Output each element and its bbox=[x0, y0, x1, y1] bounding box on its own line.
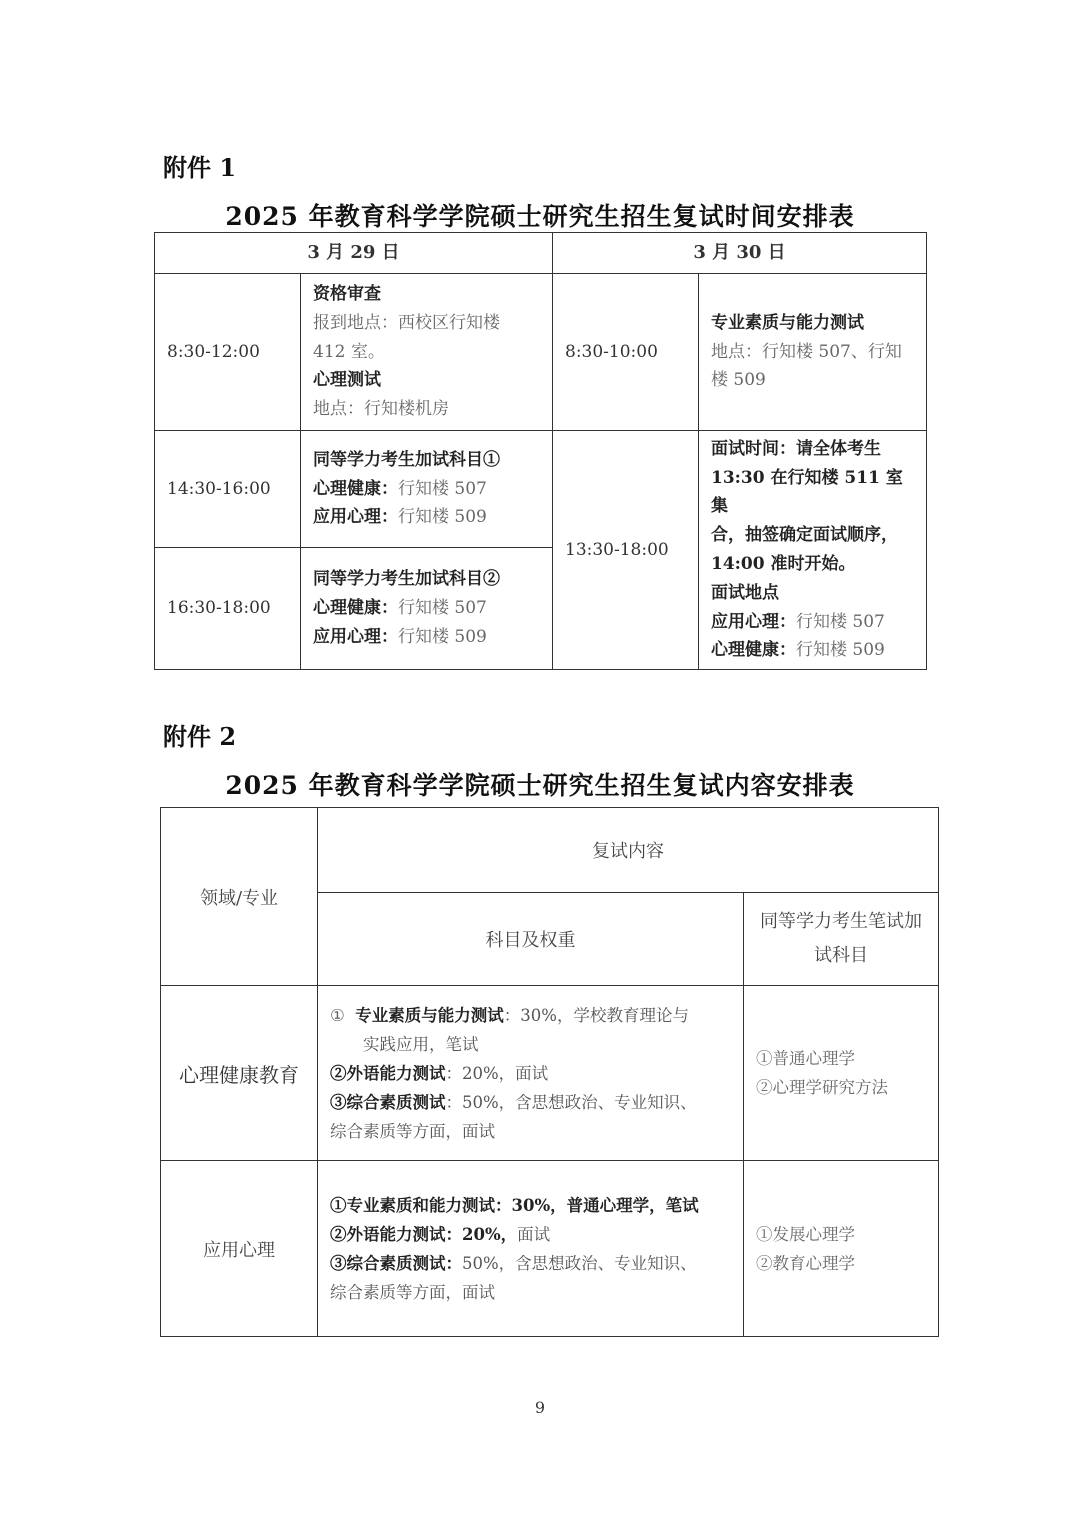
subject-label: 应用心理： bbox=[313, 626, 398, 647]
cell-line: 楼 509 bbox=[711, 370, 766, 391]
subject-line bbox=[330, 1088, 735, 1117]
subject-name: ③综合素质测试： bbox=[330, 1253, 462, 1273]
content-header: 复试内容 bbox=[318, 808, 939, 893]
field-name: 应用心理 bbox=[161, 1161, 318, 1337]
location: 行知楼 509 bbox=[398, 626, 487, 647]
cell-line: 资格审查 bbox=[313, 284, 381, 304]
subject-line bbox=[330, 1001, 735, 1030]
location: 行知楼 509 bbox=[796, 640, 885, 661]
subjects-header: 科目及权重 bbox=[318, 893, 744, 986]
subject-detail: 面试 bbox=[517, 1224, 551, 1244]
cell-line: 报到地点：西校区行知楼 bbox=[313, 312, 500, 333]
time-slot: 14:30-16:00 bbox=[155, 431, 301, 548]
subject-detail: ：30%，学校教育理论与 bbox=[503, 1005, 689, 1025]
schedule-cell bbox=[301, 431, 553, 548]
extra-subject: ①发展心理学 bbox=[756, 1224, 855, 1244]
schedule-cell bbox=[699, 274, 927, 431]
extra-subject: ②心理学研究方法 bbox=[756, 1078, 888, 1097]
cell-line: 13:30 在行知楼 511 室集 bbox=[711, 467, 903, 517]
cell-line: 合，抽签确定面试顺序， bbox=[711, 525, 898, 546]
time-slot: 13:30-18:00 bbox=[553, 431, 699, 670]
field-header: 领域/专业 bbox=[161, 808, 318, 986]
subject-label: 心理健康： bbox=[313, 598, 398, 619]
cell-line: 14:00 准时开始。 bbox=[711, 554, 856, 574]
extra-header: 同等学力考生笔试加试科目 bbox=[744, 893, 939, 986]
subject-line: 综合素质等方面，面试 bbox=[330, 1282, 495, 1302]
cell-line bbox=[313, 503, 544, 532]
subject-detail: ：20%，面试 bbox=[445, 1063, 549, 1083]
time-slot: 16:30-18:00 bbox=[155, 548, 301, 670]
field-name: 心理健康教育 bbox=[161, 986, 318, 1161]
extra-cell bbox=[744, 986, 939, 1161]
cell-line: 地点：行知楼机房 bbox=[313, 399, 449, 420]
subject-line: ①专业素质和能力测试：30%，普通心理学，笔试 bbox=[330, 1195, 699, 1215]
cell-line bbox=[711, 608, 918, 637]
subject-name: 专业素质与能力测试 bbox=[355, 1005, 504, 1025]
subject-detail: ：50%，含思想政治、专业知识、 bbox=[445, 1092, 697, 1112]
extra-subject: ②教育心理学 bbox=[756, 1253, 855, 1273]
subject-name: ③综合素质测试 bbox=[330, 1092, 446, 1112]
schedule-cell bbox=[301, 274, 553, 431]
subject-line bbox=[330, 1249, 735, 1278]
time-slot: 8:30-10:00 bbox=[553, 274, 699, 431]
day1-header: 3 月 29 日 bbox=[155, 233, 553, 274]
schedule-cell bbox=[699, 431, 927, 670]
schedule-table bbox=[154, 232, 927, 670]
subject-name: ②外语能力测试 bbox=[330, 1063, 446, 1083]
annex2-title: 2025 年教育科学学院硕士研究生招生复试内容安排表 bbox=[225, 771, 855, 800]
subject-label: 心理健康： bbox=[711, 640, 796, 661]
cell-line bbox=[711, 636, 918, 665]
subject-line bbox=[330, 1059, 735, 1088]
subject-label: 心理健康： bbox=[313, 478, 398, 499]
cell-line: 面试时间：请全体考生 bbox=[711, 438, 881, 459]
schedule-cell bbox=[301, 548, 553, 670]
location: 行知楼 509 bbox=[398, 507, 487, 528]
cell-line bbox=[313, 475, 544, 504]
subjects-cell bbox=[318, 1161, 744, 1337]
subject-name: ②外语能力测试：20%， bbox=[330, 1224, 518, 1244]
location: 行知楼 507 bbox=[796, 611, 885, 632]
cell-line bbox=[313, 623, 544, 652]
content-table bbox=[160, 807, 939, 1337]
cell-line: 面试地点 bbox=[711, 582, 779, 603]
subject-detail: 50%，含思想政治、专业知识、 bbox=[462, 1253, 697, 1273]
cell-line: 同等学力考生加试科目① bbox=[313, 449, 500, 470]
subject-line bbox=[330, 1220, 735, 1249]
annex1-title: 2025 年教育科学学院硕士研究生招生复试时间安排表 bbox=[225, 202, 855, 231]
cell-line: 心理测试 bbox=[313, 370, 381, 391]
annex2-label: 附件 2 bbox=[163, 722, 237, 751]
annex1-label: 附件 1 bbox=[163, 153, 237, 182]
subject-line: 综合素质等方面，面试 bbox=[330, 1121, 495, 1141]
location: 行知楼 507 bbox=[398, 478, 487, 499]
cell-line bbox=[313, 594, 544, 623]
subject-label: 应用心理： bbox=[313, 507, 398, 528]
location: 行知楼 507 bbox=[398, 598, 487, 619]
subject-line: 实践应用，笔试 bbox=[363, 1034, 479, 1054]
extra-subject: ①普通心理学 bbox=[756, 1049, 855, 1068]
subject-num: ① bbox=[330, 1005, 345, 1025]
cell-line: 同等学力考生加试科目② bbox=[313, 569, 500, 590]
page-number: 9 bbox=[534, 1398, 546, 1417]
day2-header: 3 月 30 日 bbox=[553, 233, 927, 274]
cell-line: 412 室。 bbox=[313, 341, 385, 362]
time-slot: 8:30-12:00 bbox=[155, 274, 301, 431]
cell-line: 专业素质与能力测试 bbox=[711, 312, 864, 333]
cell-line: 地点：行知楼 507、行知 bbox=[711, 341, 902, 362]
extra-cell bbox=[744, 1161, 939, 1337]
subjects-cell bbox=[318, 986, 744, 1161]
subject-label: 应用心理： bbox=[711, 611, 796, 632]
